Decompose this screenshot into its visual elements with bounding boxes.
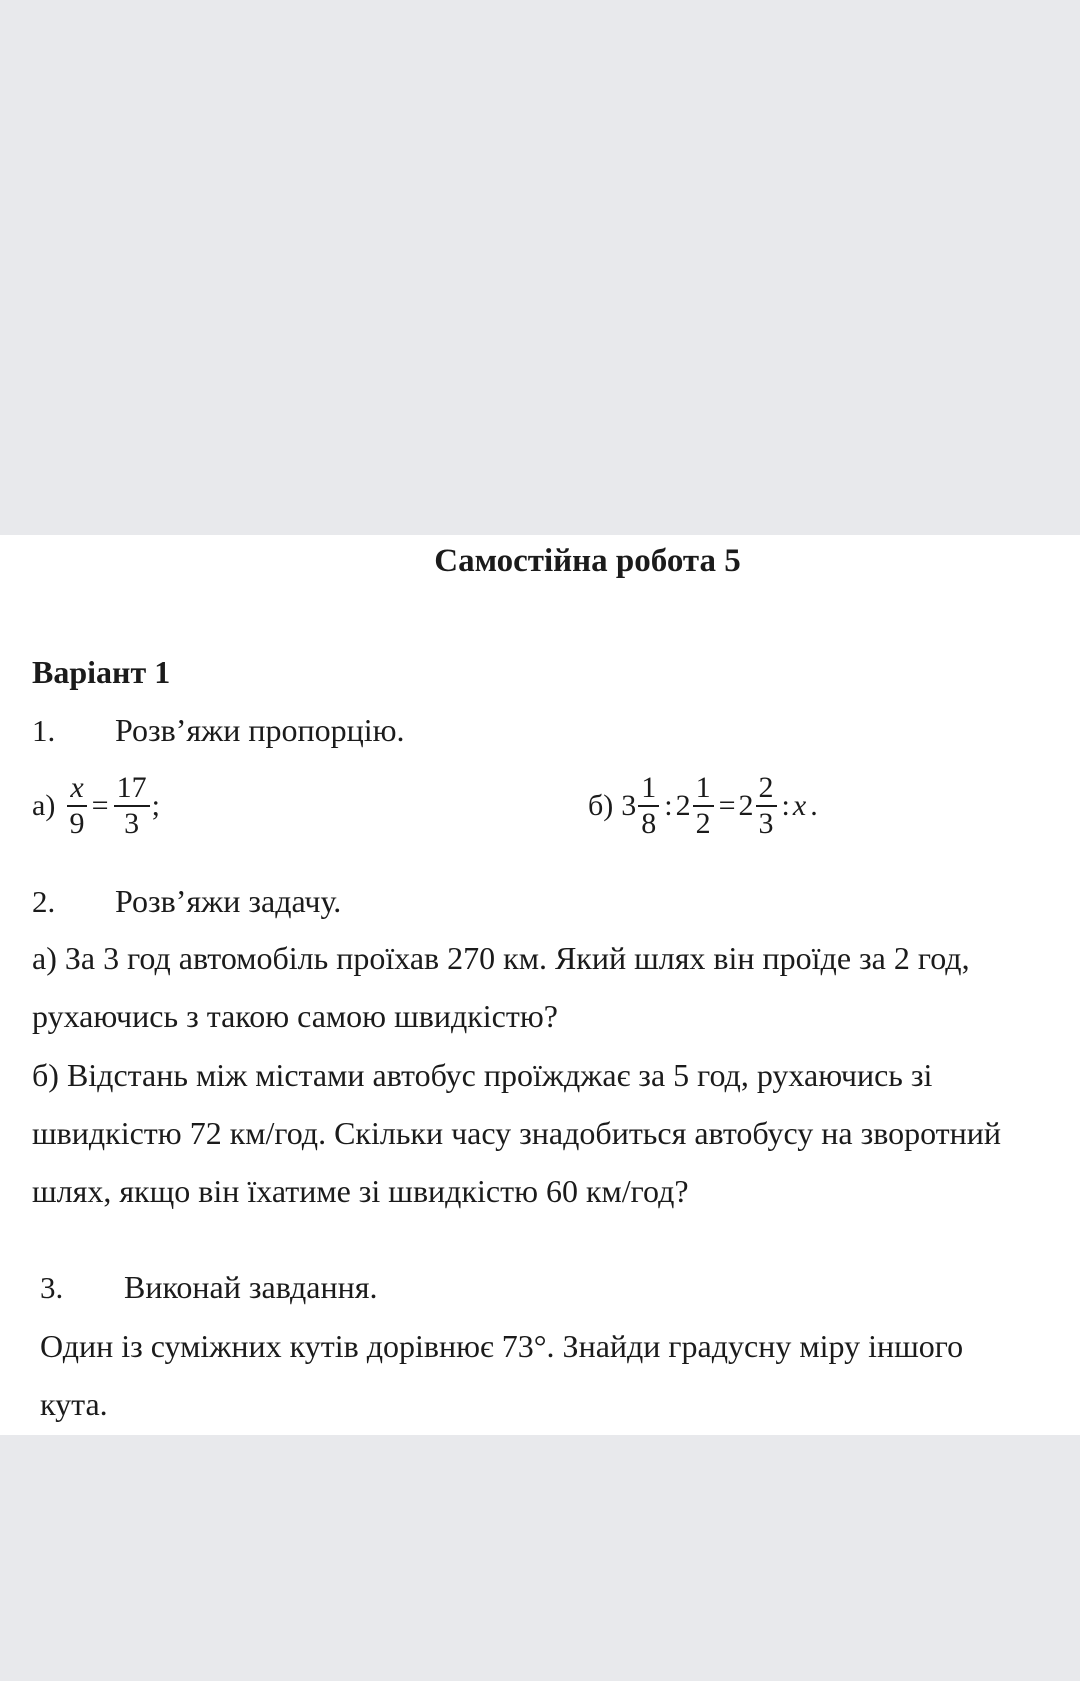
document-title: Самостійна робота 5 [434,543,741,579]
variable-x: x [792,789,807,822]
fraction-denominator: 3 [758,807,774,840]
fraction-x-over-9 [67,773,86,839]
whole-part: 2 [738,789,754,822]
task3-problem [40,1317,1050,1433]
fraction-denominator: 3 [124,807,140,840]
variant-label: Варіант 1 [32,654,171,690]
fraction-numerator: 2 [756,773,777,807]
text-line: кута. [40,1386,108,1422]
fraction-1-over-2 [693,773,714,839]
fraction-numerator: 17 [114,773,150,807]
text-line: швидкістю 72 км/год. Скільки часу знадобиться автобусу на зворотний [32,1115,1002,1151]
task3-number: 3. [40,1270,64,1305]
fraction-numerator: 1 [693,773,714,807]
task1-heading: Розв’яжи пропорцію. [115,712,405,748]
fraction-denominator: 2 [695,807,711,840]
task1-number: 1. [32,713,56,748]
text-line: Один із суміжних кутів дорівнює 73°. Знайди градусну міру іншого [40,1328,964,1364]
fraction-2-over-3 [756,773,777,839]
fraction-denominator: 9 [69,807,85,840]
text-line: б) Відстань між містами автобус проїжджає за 5 год, рухаючись зі [32,1057,933,1093]
fraction-numerator: x [67,773,86,807]
task2-problem-b [32,1046,1052,1220]
fraction-1-over-8 [638,773,659,839]
fraction-denominator: 8 [641,807,657,840]
equation-b-label: б) [588,789,614,822]
task3-heading: Виконай завдання. [124,1269,378,1305]
colon-sign: : [781,789,790,822]
colon-sign: : [664,789,673,822]
equals-sign: = [91,789,109,822]
equation-a-label: а) [32,789,56,822]
task2-number: 2. [32,884,56,919]
task1-equation-a [32,773,160,839]
text-line: а) За 3 год автомобіль проїхав 270 км. Який шлях він проїде за 2 год, [32,940,970,976]
equals-sign: = [718,789,736,822]
text-line: шлях, якщо він їхатиме зі швидкістю 60 км/год? [32,1173,689,1209]
whole-part: 3 [621,789,637,822]
fraction-17-over-3 [114,773,150,839]
whole-part: 2 [675,789,691,822]
semicolon: ; [151,789,160,822]
task1-equation-b [588,773,818,839]
fraction-numerator: 1 [638,773,659,807]
text-line: рухаючись з такою самою швидкістю? [32,998,558,1034]
period: . [810,789,818,822]
task2-problem-a [32,929,1052,1045]
document-page [0,535,1080,1435]
task2-heading: Розв’яжи задачу. [115,883,342,919]
